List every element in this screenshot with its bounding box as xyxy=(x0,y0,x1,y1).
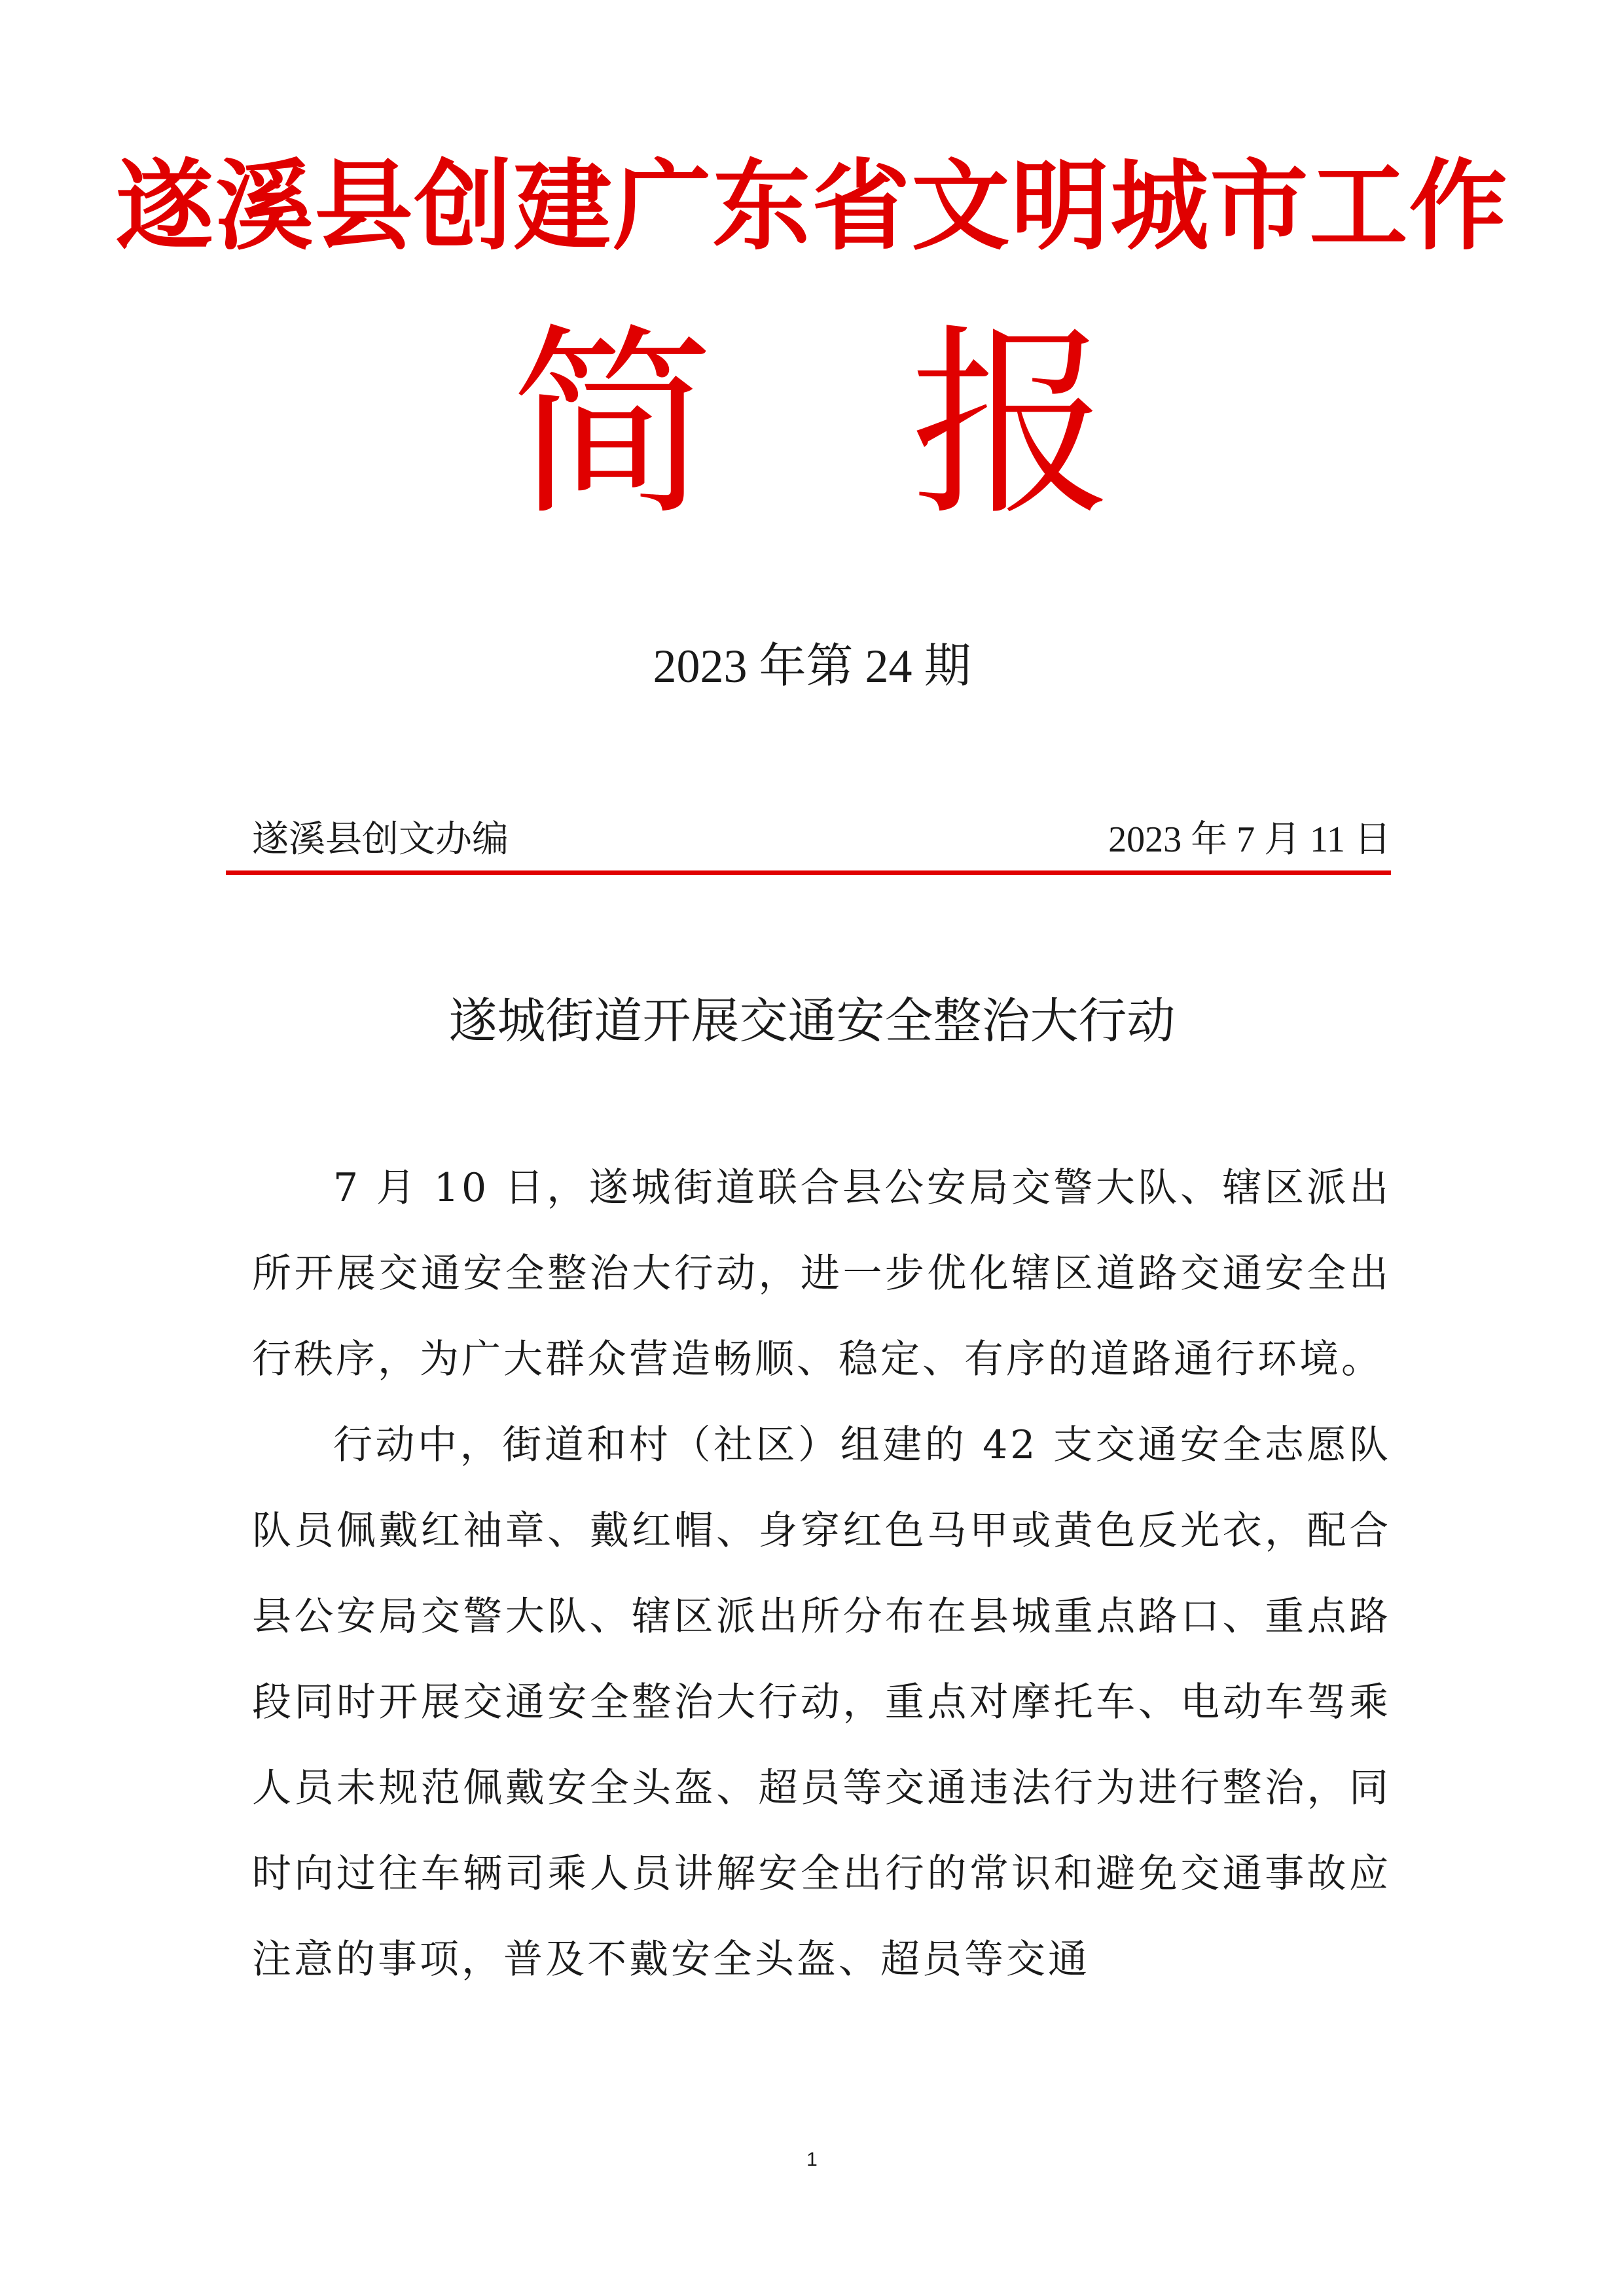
page-number: 1 xyxy=(806,2149,818,2170)
editor-label: 遂溪县创文办编 xyxy=(252,819,509,860)
publication-meta xyxy=(252,810,1391,869)
article-body xyxy=(252,1145,1391,2003)
issue-number: 2023 年第 24 期 xyxy=(653,640,971,692)
publish-date: 2023 年 7 月 11 日 xyxy=(1108,819,1391,860)
article-title: 遂城街道开展交通安全整治大行动 xyxy=(448,993,1176,1049)
brief-title: 简报 xyxy=(511,307,1310,543)
paragraph: 行动中，街道和村（社区）组建的 42 支交通安全志愿队队员佩戴红袖章、戴红帽、身穿红色马甲或黄色反光衣，配合县公安局交警大队、辖区派出所分布在县城重点路口、重点路段同时开展交通安全整治大行动，重点对摩托车、电动车驾乘人员未规范佩戴安全头盔、超员等交通违法行为进行整治，同时向过往车辆司乘人员讲解安全出行的常识和避免交通事故应注意的事项，普及不戴安全头盔、超员等交通 xyxy=(252,1422,1391,1982)
paragraph: 7 月 10 日，遂城街道联合县公安局交警大队、辖区派出所开展交通安全整治大行动，进一步优化辖区道路交通安全出行秩序，为广大群众营造畅顺、稳定、有序的道路通行环境。 xyxy=(252,1165,1391,1382)
masthead-title: 遂溪县创建广东省文明城市工作 xyxy=(115,149,1509,264)
red-divider xyxy=(226,870,1391,875)
